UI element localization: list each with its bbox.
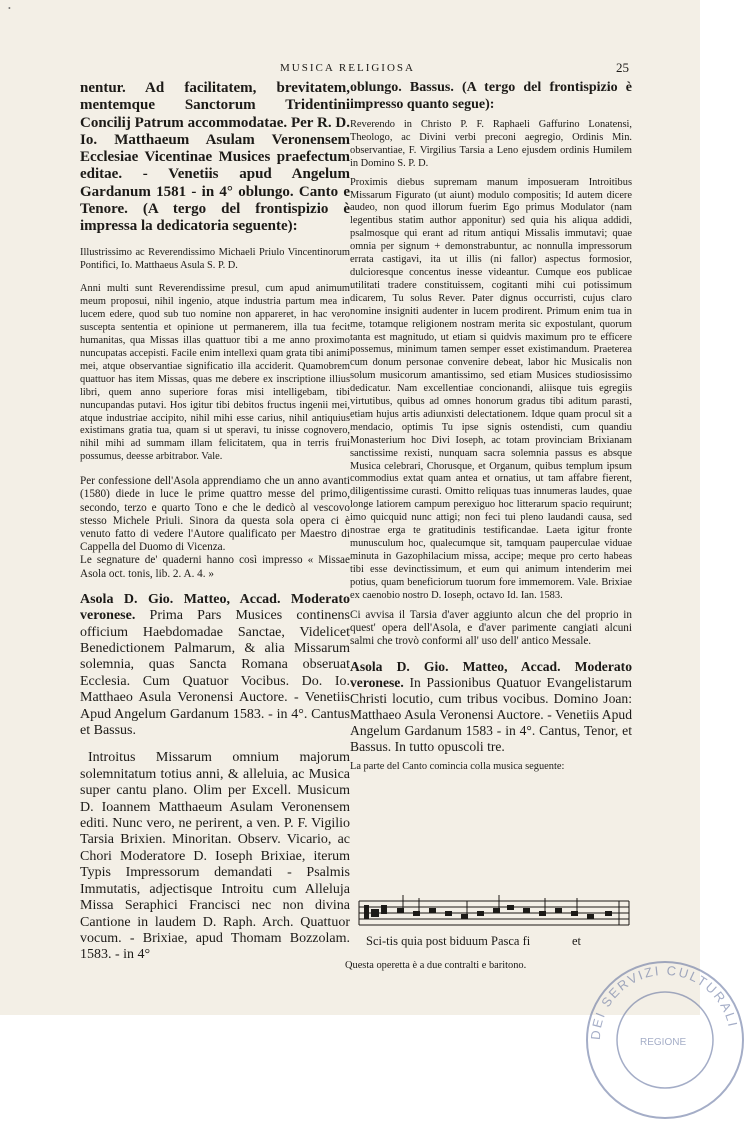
stamp-inner-text: REGIONE bbox=[640, 1037, 687, 1048]
page-number: 25 bbox=[616, 60, 629, 75]
music-lyric: Sci-tis quia post biduum Pasca fi bbox=[366, 934, 531, 948]
music-caption: Questa operetta è a due contralti e baritono. bbox=[345, 960, 527, 971]
svg-text:DEI SERVIZI CULTURALI bbox=[588, 963, 741, 1041]
left-note-signatures: Le segnature de' quaderni hanno così impresso « Missae Asola oct. tonis, lib. 2. A. 4. » bbox=[80, 554, 350, 580]
corner-mark: • bbox=[8, 4, 11, 13]
left-note-confession: Per confessione dell'Asola apprendiamo che un anno avanti (1580) diede in luce le prime quattro messe del primo, secondo, terzo e quarto Tono e che le dedicò al vescovo stesso Michele Priuli. Sinora da questa sola opera ci è venuto fatto di vedere l'Autore qualificato per Maestro di Cappella del Duomo di Vicenza. bbox=[80, 475, 350, 554]
entry-body: Prima Pars Musices continens officium Haebdomadae Sanctae, Videlicet Benedictionem Palmarum, & alia Missarum solemnia, quas Sancta Romana obseruat Ecclesia. Cum Quatuor Vocibus. Do. Io. Matthaeo Asula Veronensi Auctore. - Venetiis Apud Angelum Gardanum 1583. - in 4°. Cantus et Bassus. bbox=[80, 608, 350, 739]
left-dedicatory-letter: Anni multi sunt Reverendissime presul, cum apud animum meum proposui, nihil ingenio, atque industria partum mea in lucem edere, quod sub tuo nomine non appareret, in hac vero suscepta sententia et opinione ut permanerem, illa tua fecit humanitas, qua Missas illas quattuor tibi a me anno proximo nuncupatas accepisti. Facile enim intellexi quam grata tibi animi mei, atque observantiae significatio illa acciderit. Quamobrem quattuor has item Missas, quas me debere ex inscriptione illius libri, quem anno superiore foras misi intelligebam, tibi nuncupandas putavi. Hos igitur tibi debitos fructus ingenii mei, atque industriae accipito, nihil mihi esse carius, nihil antiquius existimans gratia tua, quam si ut speravi, tu inisse cognovero, nihil mihi ad summam illam felicitatem, qua in terris frui possumus, deesse arbitrabor. Vale. bbox=[80, 283, 350, 463]
music-lyric-end: et bbox=[572, 934, 582, 948]
running-title: MUSICA RELIGIOSA bbox=[280, 62, 415, 74]
music-staff bbox=[357, 891, 632, 935]
right-letter: Proximis diebus supremam manum imposueram Introitibus Missarum Figurato (ut aiunt) modulo compositis; Id autem dicere audeo, non quod illorum fuerim Ego primus Modulator (nam legentibus statim author apponitur) sed quia his aliqua addidi, psalmosque qui erant ad ritum antiqui Missalis immutavi; quae omnia per signum + demonstrabuntur, ac nonnulla impressorum errata castigavi, ita ut illis (ni fallor) aspectus formosior, dulcioresque concentus inesse videantur. Cumque eos publicae utilitati tradere constituissem, cogitanti mihi cui potissimum dicarem, Tu solus Rever. Pater dignus occurristi, cujus claro nomine insigniti audenter in lucem prodirent. Primum enim tua in me, totamque religionem nostram merita sic expostulant, quorum tanta est magnitudo, ut etiam si quidvis maximum pro te efficere possemus, minimum tamen semper esset existimandum. Praeterea cum donum personae convenire debeat, labor hic Musicalis non solum musicorum amantissimo, sed etiam Musices studiosissimo dedicatur. Nam excellentiae concionandi, aliisque tuis egregiis virtutibus, quibus ad omnes honorum gradus tibi aditum parasti, etiam hujus artis adiunxisti delectationem. Idque quam procul sit a mendacio, optimis Tu ipse signis ostendisti, cum quandiu Monasterium hoc Divi Ioseph, ac totam provinciam Brixianam sanctissime rexisti, nunquam sacra solemnia passus es absque Musica celebrari, Chorusque, et Organum, quibus templum ipsum commodius extat quam antea et ornatius, ut tam affabre fierent, diligentissime curasti. Omitto reliquas tuas innumeras laudes, quae longe latiorem campum perexiguo hoc litterarum spacio requirunt; imo quicquid nunc attigi; non feci tui pleno laudandi causa, sed nostrae erga te gratitudinis testificandae. Laeta igitur fronte munusculum hoc, qualecumque sit, tamquam pauperculae viduae minuta in Gazophilacium missa, accipe; meque pro certo habeas tibi esse devinctissimum, et eum qui animum intenderim mei potius, quam beneficiorum tuorum fore immemorem. Vale. Brixiae ex caenobio nostro D. Ioseph, octavo Id. Ian. 1583. bbox=[350, 176, 632, 601]
entry-heading: Asola D. Gio. Matteo, Accad. Moderato veronese. bbox=[350, 659, 632, 691]
left-entry-introitus: Introitus Missarum omnium majorum solemnitatum totius anni, & alleluia, ac Musica super cantu plano. Olim per Excell. Musicum D. Ioannem Matthaeum Asulam Veronensem editi. Nunc vero, ne perirent, a ven. P. F. Vigilio Tarsia Brixien. Minoritan. Observ. Vicario, ac Chori Moderatore D. Ioseph Brixiae, iterum Typis Impressorum demandati - Psalmis Immutatis, adjectisque Introitu cum Alleluja Missa Seraphici Francisci nec non divina Cantione in laudem D. Raph. Arch. Quattuor vocum. - Brixiae, apud Thomam Bozzolam. 1583. - in 4° bbox=[80, 750, 350, 963]
right-lead-paragraph: oblungo. Bassus. (A tergo del frontispizio è impresso quanto segue): bbox=[350, 80, 632, 112]
right-column bbox=[350, 80, 632, 774]
entry-body: In Passionibus Quatuor Evangelistarum Christi locutio, cum tribus vocibus. Domino Joan: Matthaeo Asula Veronensi Auctore. - Venetiis Apud Angelum Gardanum 1583 - in 4°. Cantus, Tenor, et Bassus. In tutto opuscoli tre. bbox=[350, 675, 632, 755]
left-column bbox=[80, 80, 350, 964]
right-address: Reverendo in Christo P. F. Raphaeli Gaffurino Lonatensi, Theologo, ac Divini verbi preconi aegregio, Ordinis Min. observantiae, F. Virgilius Tarsia a Leno ejusdem ordinis Humilem in Domino S. P. D. bbox=[350, 119, 632, 169]
entry-heading: Asola D. Gio. Matteo, Accad. Moderato veronese. bbox=[80, 591, 350, 624]
left-entry-prima-pars bbox=[80, 592, 350, 740]
right-note-tarsia: Ci avvisa il Tarsia d'aver aggiunto alcun che del proprio in quest' opera dell'Asola, e d'aver parimente cangiati alcuni salmi che trovò conformi all' uso dell' antico Messale. bbox=[350, 608, 632, 647]
music-intro: La parte del Canto comincia colla musica seguente: bbox=[350, 761, 565, 773]
right-entry-passionibus bbox=[350, 659, 632, 755]
library-stamp bbox=[580, 955, 750, 1125]
stamp-outer-text: DEI SERVIZI CULTURALI bbox=[587, 962, 741, 1041]
left-lead-paragraph: nentur. Ad facilitatem, brevitatem, mentemque Sanctorum Tridentini Concilij Patrum accommodatae. Per R. D. Io. Matthaeum Asulam Veronensem Ecclesiae Vicentinae Musices praefectum editae. - Venetiis apud Angelum Gardanum 1581 - in 4° oblungo. Canto e Tenore. (A tergo del frontispizio è impressa la dedicatoria seguente): bbox=[80, 80, 350, 235]
left-dedication: Illustrissimo ac Reverendissimo Michaeli Priulo Vincentinorum Pontifici, Io. Matthaeus Asula S. P. D. bbox=[80, 246, 350, 271]
